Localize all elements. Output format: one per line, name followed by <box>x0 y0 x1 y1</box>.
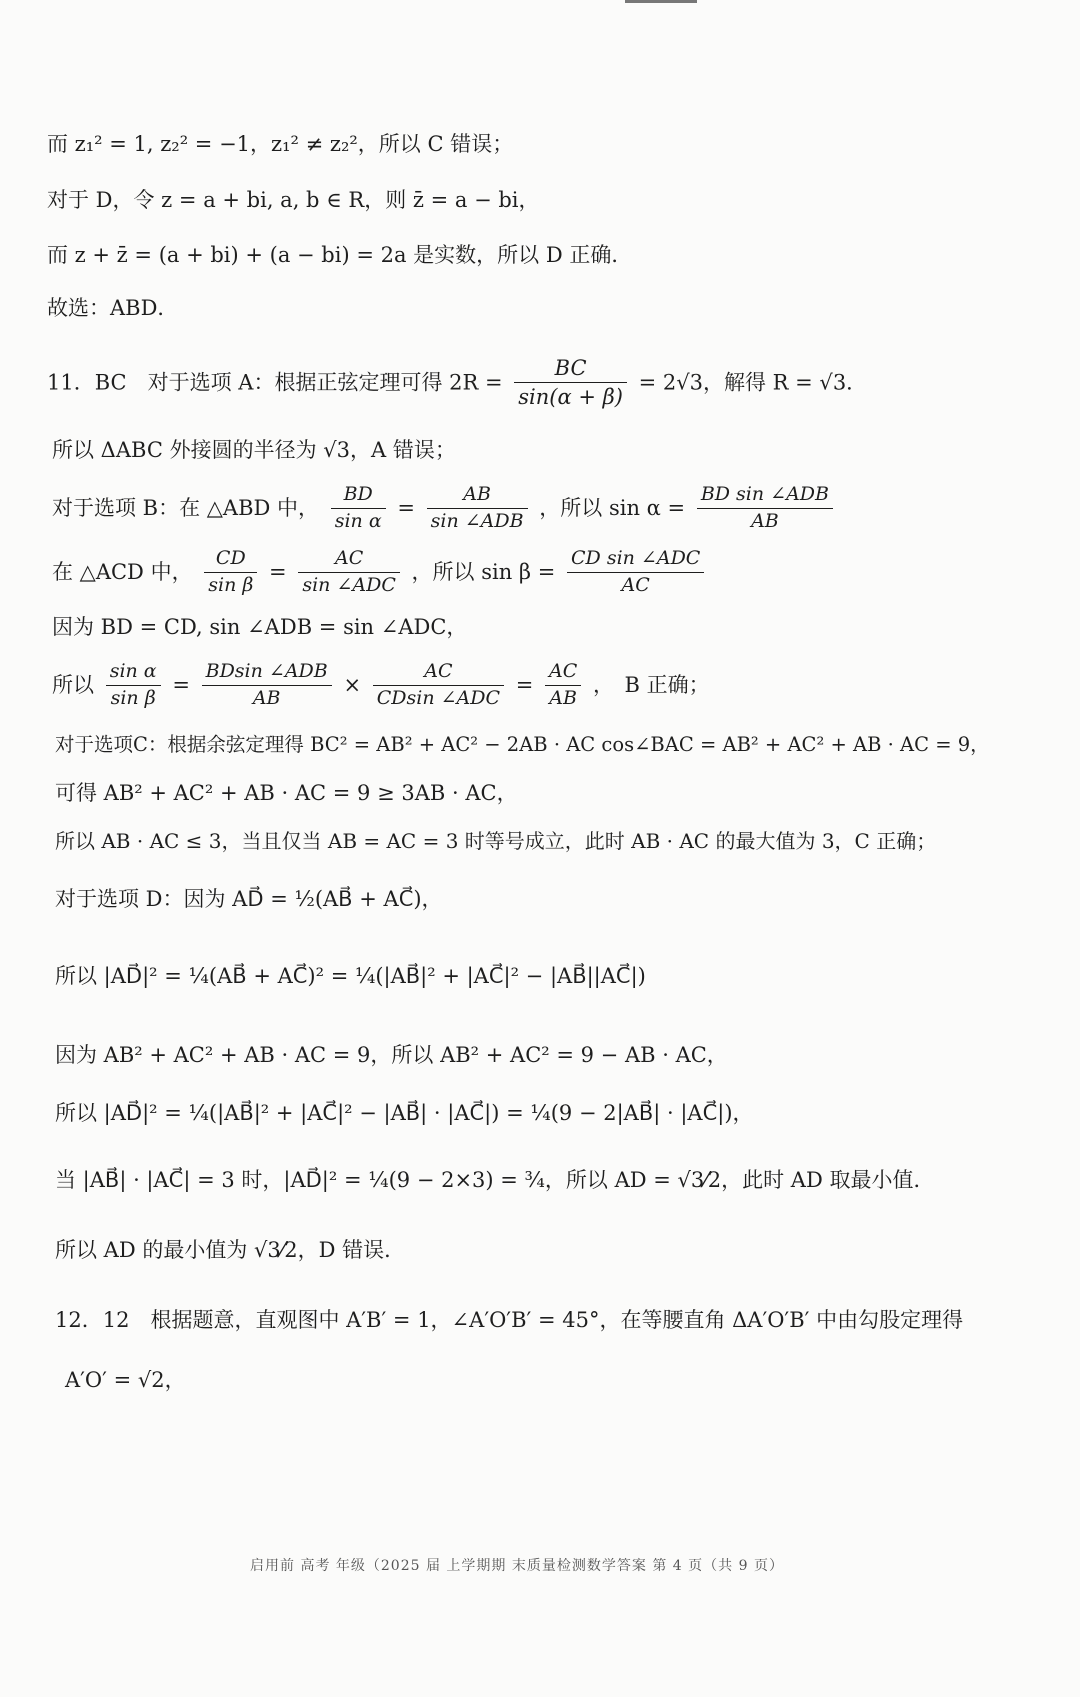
denominator: AB <box>751 509 779 532</box>
numerator: AC <box>545 659 581 686</box>
denominator: sin(α + β) <box>518 385 623 410</box>
top-edge-mark <box>625 0 697 3</box>
denominator: sin ∠ADC <box>302 573 396 596</box>
text-segment: ， B 正确； <box>592 672 710 697</box>
fraction-c1 <box>204 546 257 599</box>
text-segment: 11．BC 对于选项 A：根据正弦定理可得 2R = <box>47 370 503 395</box>
text-line: 所以 ΔABC 外接圆的半径为 √3，A 错误； <box>52 438 456 462</box>
fraction-b3 <box>697 482 833 535</box>
fraction-r2 <box>202 659 332 712</box>
numerator: BD <box>331 482 386 509</box>
text-segment: ，所以 sin α = <box>539 495 686 520</box>
formula-line <box>52 546 709 599</box>
times-sign: × <box>343 672 362 697</box>
text-line: 可得 AB² + AC² + AB · AC = 9 ≥ 3AB · AC， <box>55 781 518 805</box>
text-line: 而 z₁² = 1, z₂² = −1，z₁² ≠ z₂²，所以 C 错误； <box>47 132 514 156</box>
numerator: AC <box>373 659 504 686</box>
denominator: sin β <box>110 686 156 709</box>
fraction-c3 <box>567 546 704 599</box>
text-line: 而 z + z̄ = (a + bi) + (a − bi) = 2a 是实数，所以 D 正确． <box>47 243 633 267</box>
equals-sign: = <box>397 495 415 520</box>
fraction-r3 <box>373 659 504 712</box>
text-line: 所以 AB · AC ≤ 3，当且仅当 AB = AC = 3 时等号成立，此时 AB · AC 的最大值为 3，C 正确； <box>55 829 937 853</box>
text-line: 所以 |AD⃗|² = ¼(AB⃗ + AC⃗)² = ¼(|AB⃗|² + |AC⃗|² − |AB⃗||AC⃗|) <box>55 964 646 988</box>
text-segment: 在 △ACD 中， <box>52 559 193 584</box>
fraction-r1 <box>106 659 161 712</box>
text-line: 因为 AB² + AC² + AB · AC = 9，所以 AB² + AC² = 9 − AB · AC， <box>55 1043 728 1067</box>
page-footer: 启用前 高考 年级（2025 届 上学期期 末质量检测数学答案 第 4 页（共 9 页） <box>250 1558 784 1574</box>
numerator: AB <box>427 482 528 509</box>
text-segment: ，所以 sin β = <box>411 559 556 584</box>
denominator: AB <box>549 686 577 709</box>
text-line: 12．12 根据题意，直观图中 A′B′ = 1，∠A′O′B′ = 45°，在等腰直角 ΔA′O′B′ 中由勾股定理得 <box>55 1308 964 1332</box>
formula-line <box>52 659 710 712</box>
text-segment: 所以 <box>52 672 94 697</box>
fraction-c2 <box>298 546 400 599</box>
text-line: 对于 D，令 z = a + bi, a, b ∈ R，则 z̄ = a − bi， <box>47 188 540 212</box>
fraction-a <box>514 354 627 412</box>
equals-sign: = <box>172 672 190 697</box>
numerator: BC <box>514 354 627 383</box>
equals-sign: = <box>269 559 287 584</box>
numerator: AC <box>298 546 400 573</box>
denominator: AB <box>252 686 281 709</box>
text-line: 当 |AB⃗| · |AC⃗| = 3 时，|AD⃗|² = ¼(9 − 2×3) = ¾，所以 AD = √3⁄2，此时 AD 取最小值． <box>55 1168 935 1192</box>
text-line: 因为 BD = CD, sin ∠ADB = sin ∠ADC， <box>52 615 468 639</box>
denominator: sin ∠ADB <box>430 509 524 532</box>
text-line: 对于选项C：根据余弦定理得 BC² = AB² + AC² − 2AB · AC cos∠BAC = AB² + AC² + AB · AC = 9， <box>55 733 990 756</box>
equals-sign: = <box>515 672 534 697</box>
formula-line <box>52 482 838 535</box>
fraction-r4 <box>545 659 581 712</box>
numerator: CD <box>204 546 257 573</box>
numerator: BD sin ∠ADB <box>697 482 833 509</box>
text-segment: 对于选项 B：在 △ABD 中， <box>52 495 320 520</box>
formula-line <box>47 354 867 412</box>
denominator: AC <box>621 573 650 596</box>
text-segment: = 2√3，解得 R = √3． <box>638 370 868 395</box>
text-line: 所以 |AD⃗|² = ¼(|AB⃗|² + |AC⃗|² − |AB⃗| · |AC⃗|) = ¼(9 − 2|AB⃗| · |AC⃗|)， <box>55 1101 754 1125</box>
fraction-b1 <box>331 482 386 535</box>
denominator: sin α <box>334 509 382 532</box>
text-line: 对于选项 D：因为 AD⃗ = ½(AB⃗ + AC⃗)， <box>55 887 443 911</box>
text-line: A′O′ = √2， <box>65 1368 186 1392</box>
numerator: CD sin ∠ADC <box>567 546 704 573</box>
denominator: sin β <box>208 573 254 596</box>
numerator: BDsin ∠ADB <box>202 659 332 686</box>
text-line: 故选：ABD． <box>47 296 179 320</box>
denominator: CDsin ∠ADC <box>376 686 501 709</box>
numerator: sin α <box>106 659 161 686</box>
text-line: 所以 AD 的最小值为 √3⁄2，D 错误． <box>55 1238 406 1262</box>
fraction-b2 <box>427 482 528 535</box>
